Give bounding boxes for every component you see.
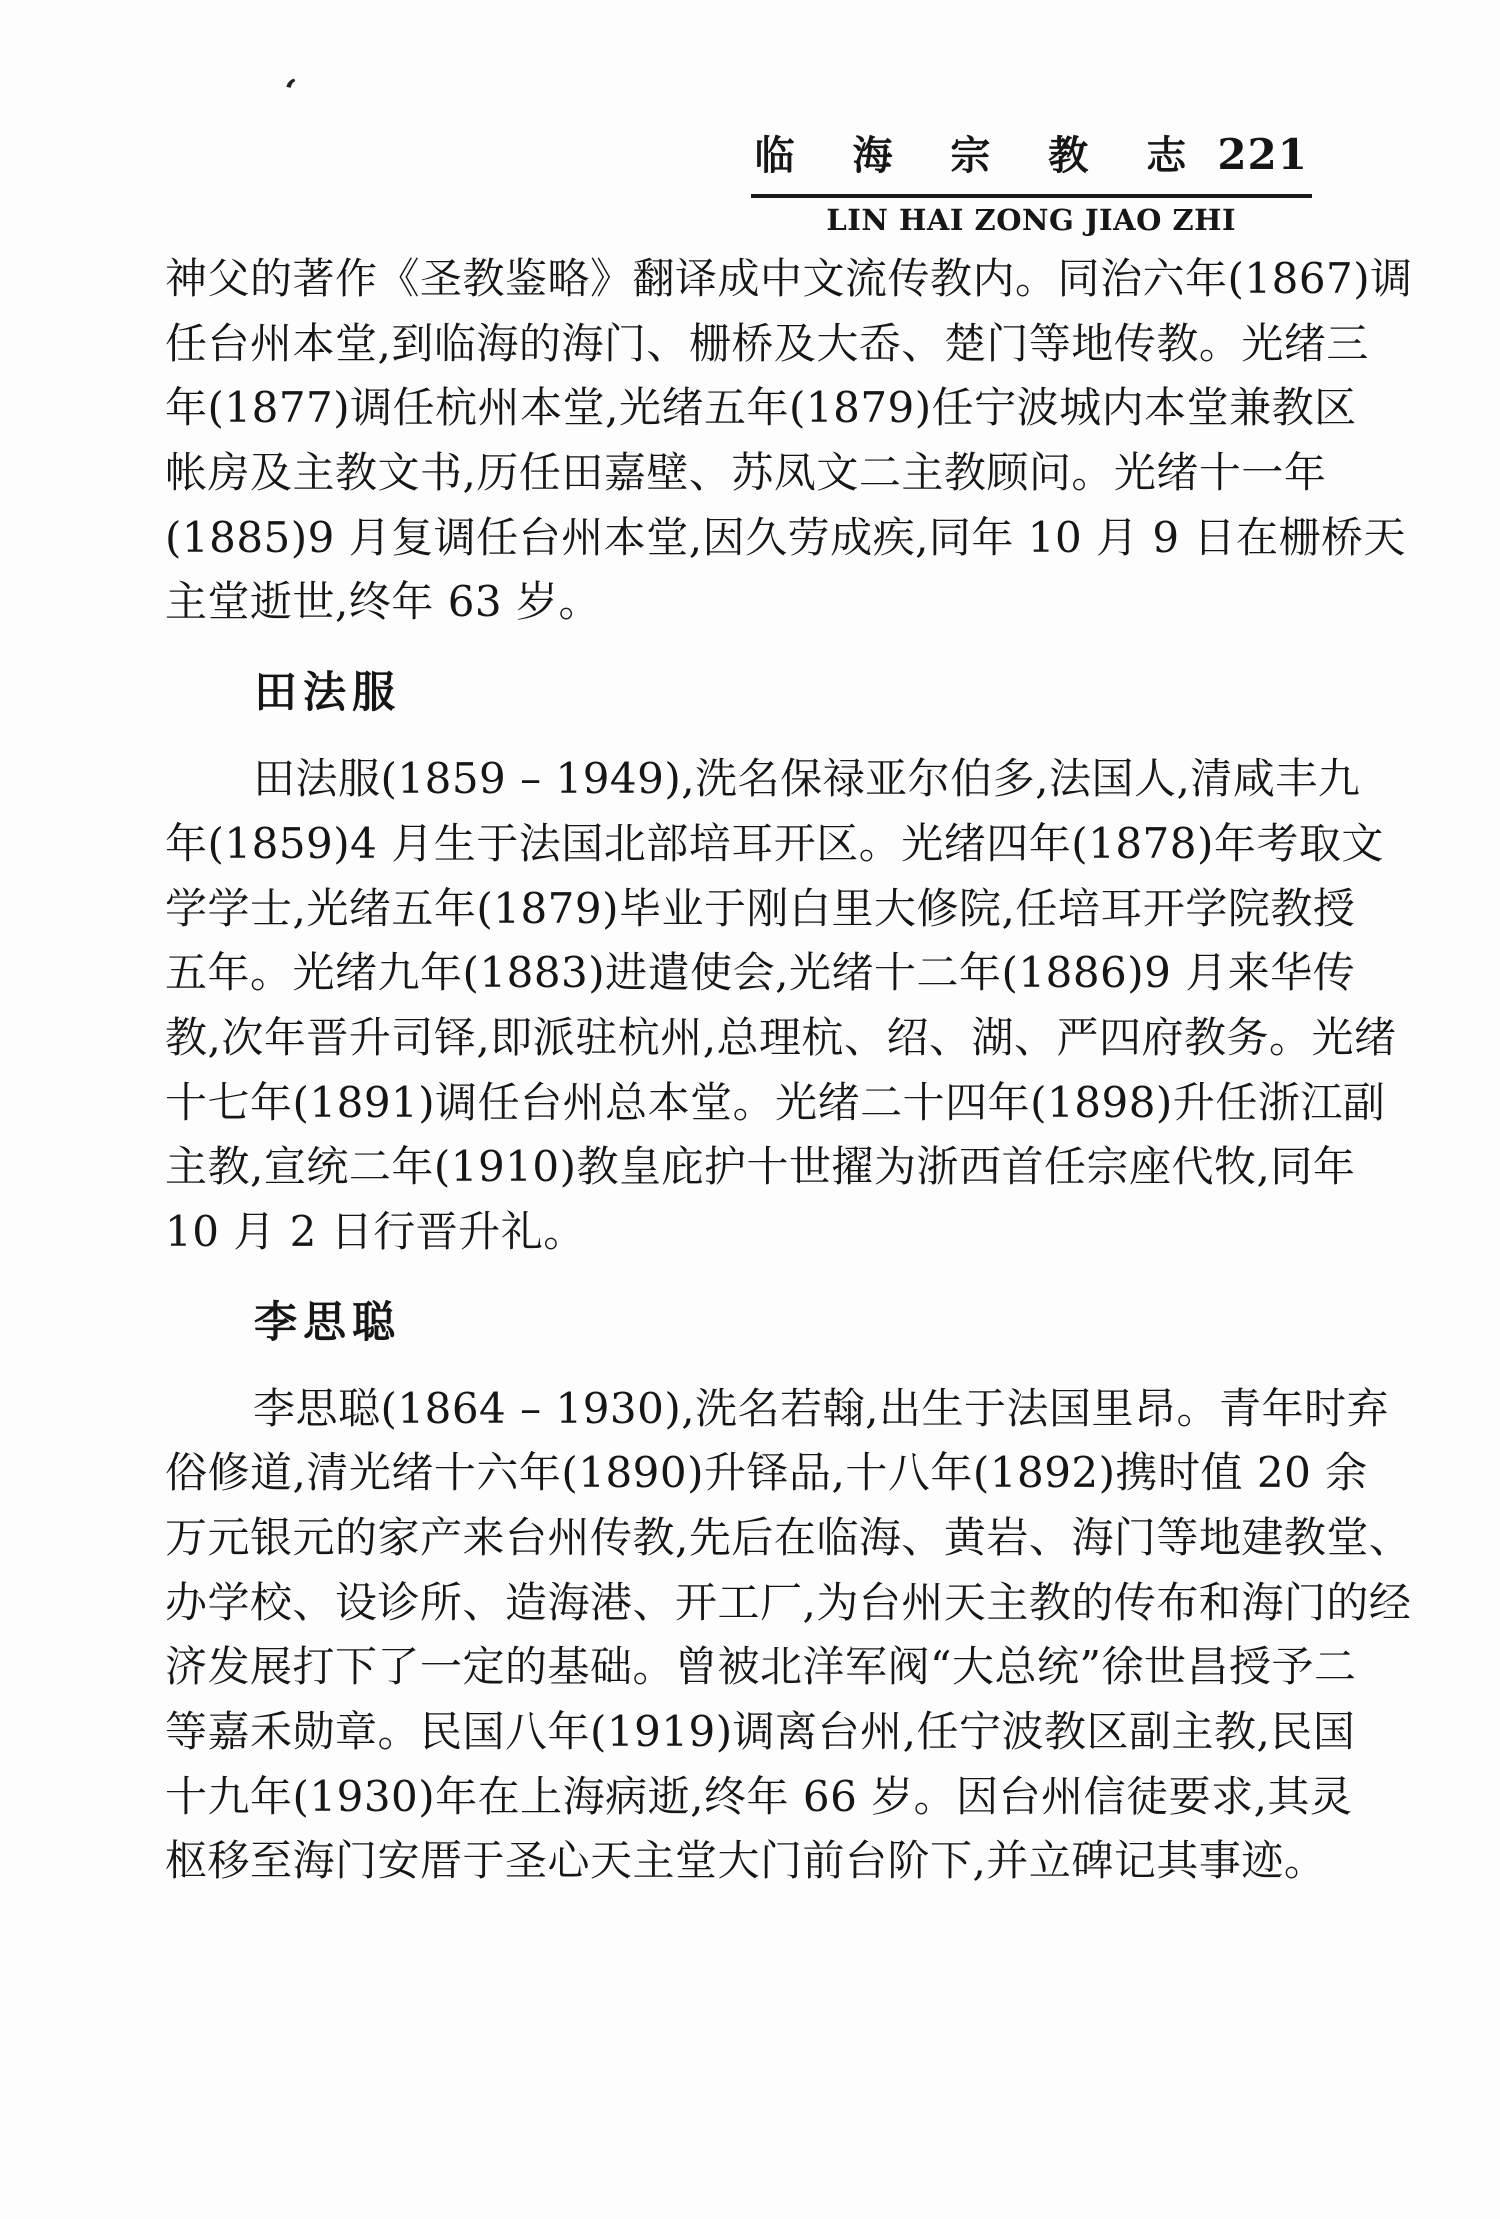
text-line: 万元银元的家产来台州传教,先后在临海、黄岩、海门等地建教堂、 (165, 1513, 1412, 1562)
text-line: 办学校、设诊所、造海港、开工厂,为台州天主教的传布和海门的经 (165, 1577, 1412, 1627)
text-line: 主堂逝世,终年 63 岁。 (165, 577, 601, 627)
text-line: 李思聪(1864 – 1930),洗名若翰,出生于法国里昂。青年时弃 (253, 1383, 1389, 1433)
text-line: 等嘉禾勋章。民国八年(1919)调离台州,任宁波教区副主教,民国 (165, 1707, 1356, 1757)
text-line: 田法服(1859 – 1949),洗名保禄亚尔伯多,法国人,清咸丰九 (253, 754, 1361, 804)
text-line: 神父的著作《圣教鉴略》翻译成中文流传教内。同治六年(1867)调 (165, 254, 1413, 303)
text-line: 年(1877)调任杭州本堂,光绪五年(1879)任宁波城内本堂兼教区 (165, 383, 1357, 433)
book-title-pinyin: LIN HAI ZONG JIAO ZHI (826, 203, 1237, 237)
text-line: 俗修道,清光绪十六年(1890)升铎品,十八年(1892)携时值 20 余 (165, 1448, 1368, 1498)
text-line: 任台州本堂,到临海的海门、栅桥及大岙、楚门等地传教。光绪三 (165, 318, 1369, 368)
text-line: 10 月 2 日行晋升礼。 (165, 1206, 586, 1256)
running-head (751, 132, 1312, 237)
text-line: 十七年(1891)调任台州总本堂。光绪二十四年(1898)升任浙江副 (165, 1077, 1386, 1127)
text-column (165, 247, 1413, 1894)
text-line: 教,次年晋升司铎,即派驻杭州,总理杭、绍、湖、严四府教务。光绪 (165, 1012, 1397, 1062)
text-line: 主教,宣统二年(1910)教皇庇护十世擢为浙西首任宗座代牧,同年 (165, 1142, 1356, 1192)
running-head-title (751, 132, 1312, 198)
text-line: 学学士,光绪五年(1879)毕业于刚白里大修院,任培耳开学院教授 (165, 883, 1356, 933)
text-line: (1885)9 月复调任台州本堂,因久劳成疾,同年 10 月 9 日在栅桥天 (165, 512, 1407, 562)
section-heading: 田法服 (254, 668, 401, 719)
text-line: 济发展打下了一定的基础。曾被北洋军阀“大总统”徐世昌授予二 (165, 1642, 1357, 1692)
text-line: 五年。光绪九年(1883)进遣使会,光绪十二年(1886)9 月来华传 (165, 948, 1356, 998)
text-line: 帐房及主教文书,历任田嘉壁、苏凤文二主教顾问。光绪十一年 (165, 448, 1327, 498)
book-title-chinese: 临 海 宗 教 志 (754, 132, 1209, 179)
text-line: 年(1859)4 月生于法国北部培耳开区。光绪四年(1878)年考取文 (165, 818, 1384, 868)
text-line: 枢移至海门安厝于圣心天主堂大门前台阶下,并立碑记其事迹。 (165, 1836, 1327, 1886)
text-line: 十九年(1930)年在上海病逝,终年 66 岁。因台州信徒要求,其灵 (165, 1771, 1353, 1821)
page-number: 221 (1217, 130, 1308, 179)
stray-scan-mark: ‘ (278, 71, 299, 113)
section-heading: 李思聪 (254, 1297, 401, 1348)
